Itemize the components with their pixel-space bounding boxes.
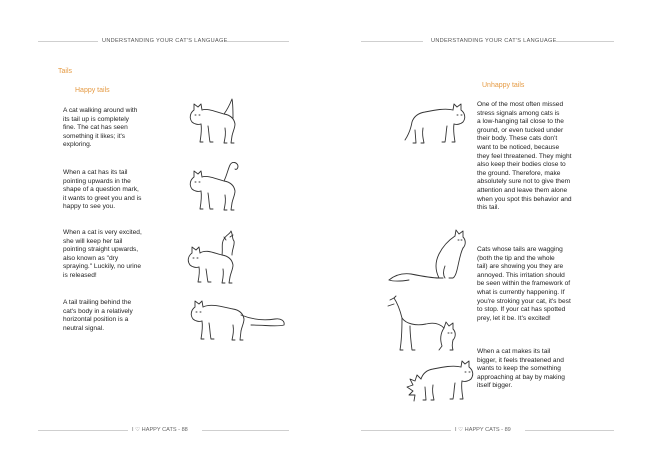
cat-excited-tail-illustration <box>180 231 250 286</box>
header-rule-right <box>227 41 289 42</box>
paragraph: A tail trailing behind the cat's body in a relatively horizontal position is a neutral signal. <box>63 299 133 332</box>
right-page <box>325 0 650 464</box>
cat-question-mark-tail-illustration <box>180 161 250 216</box>
header-rule-left <box>38 41 98 42</box>
paragraph: When a cat is very excited, she will keep her tail pointing straight upwards, also known as "dry spraying." Luckily, no urine is released! <box>63 229 142 279</box>
paragraph: Cats whose tails are wagging (both the tip and the whole tail) are showing you they are annoyed. This irritation should be seen within the framework of what is currently happening. If you're stroking your cat, it's best to stop. If your cat has spotted prey, let it be. It's excited! <box>477 246 571 322</box>
paragraph: A cat walking around with its tail up is completely fine. The cat has seen something it likes; it's exploring. <box>63 107 138 149</box>
subsection-title: Happy tails <box>75 87 110 94</box>
page-footer: I ♡ HAPPY CATS - 89 <box>455 427 511 433</box>
section-title: Tails <box>58 68 73 75</box>
paragraph: One of the most often missed stress signals among cats is a low-hanging tail close to the ground, or even tucked under their body. These cats don't want to be noticed, because they feel threatened. They might also keep their bodies close to the ground. Therefore, make absolutely sure not to give them attention and leave them alone when you spot this behavior and this tail. <box>477 101 572 212</box>
cat-neutral-tail-illustration <box>185 297 295 347</box>
cat-wagging-tail-illustration <box>385 228 475 288</box>
header-rule-left <box>361 41 423 42</box>
cat-arched-illustration <box>380 294 470 354</box>
header-rule-right <box>554 41 614 42</box>
subsection-title: Unhappy tails <box>482 82 525 89</box>
footer-rule-right <box>202 430 289 431</box>
running-header: UNDERSTANDING YOUR CAT'S LANGUAGE <box>431 38 557 44</box>
cat-low-tail-illustration <box>395 100 475 150</box>
paragraph: When a cat has its tail pointing upwards in the shape of a question mark, it wants to greet you and is happy to see you. <box>63 169 142 211</box>
cat-tail-up-illustration <box>180 98 250 148</box>
footer-rule-left <box>38 430 128 431</box>
running-header: UNDERSTANDING YOUR CAT'S LANGUAGE <box>102 38 228 44</box>
footer-rule-right <box>525 430 614 431</box>
page-footer: I ♡ HAPPY CATS - 88 <box>132 427 188 433</box>
footer-rule-left <box>361 430 451 431</box>
cat-puffed-tail-illustration <box>405 355 485 410</box>
paragraph: When a cat makes its tail bigger, it feels threatened and wants to keep the something approaching at bay by making itself bigger. <box>477 348 565 390</box>
